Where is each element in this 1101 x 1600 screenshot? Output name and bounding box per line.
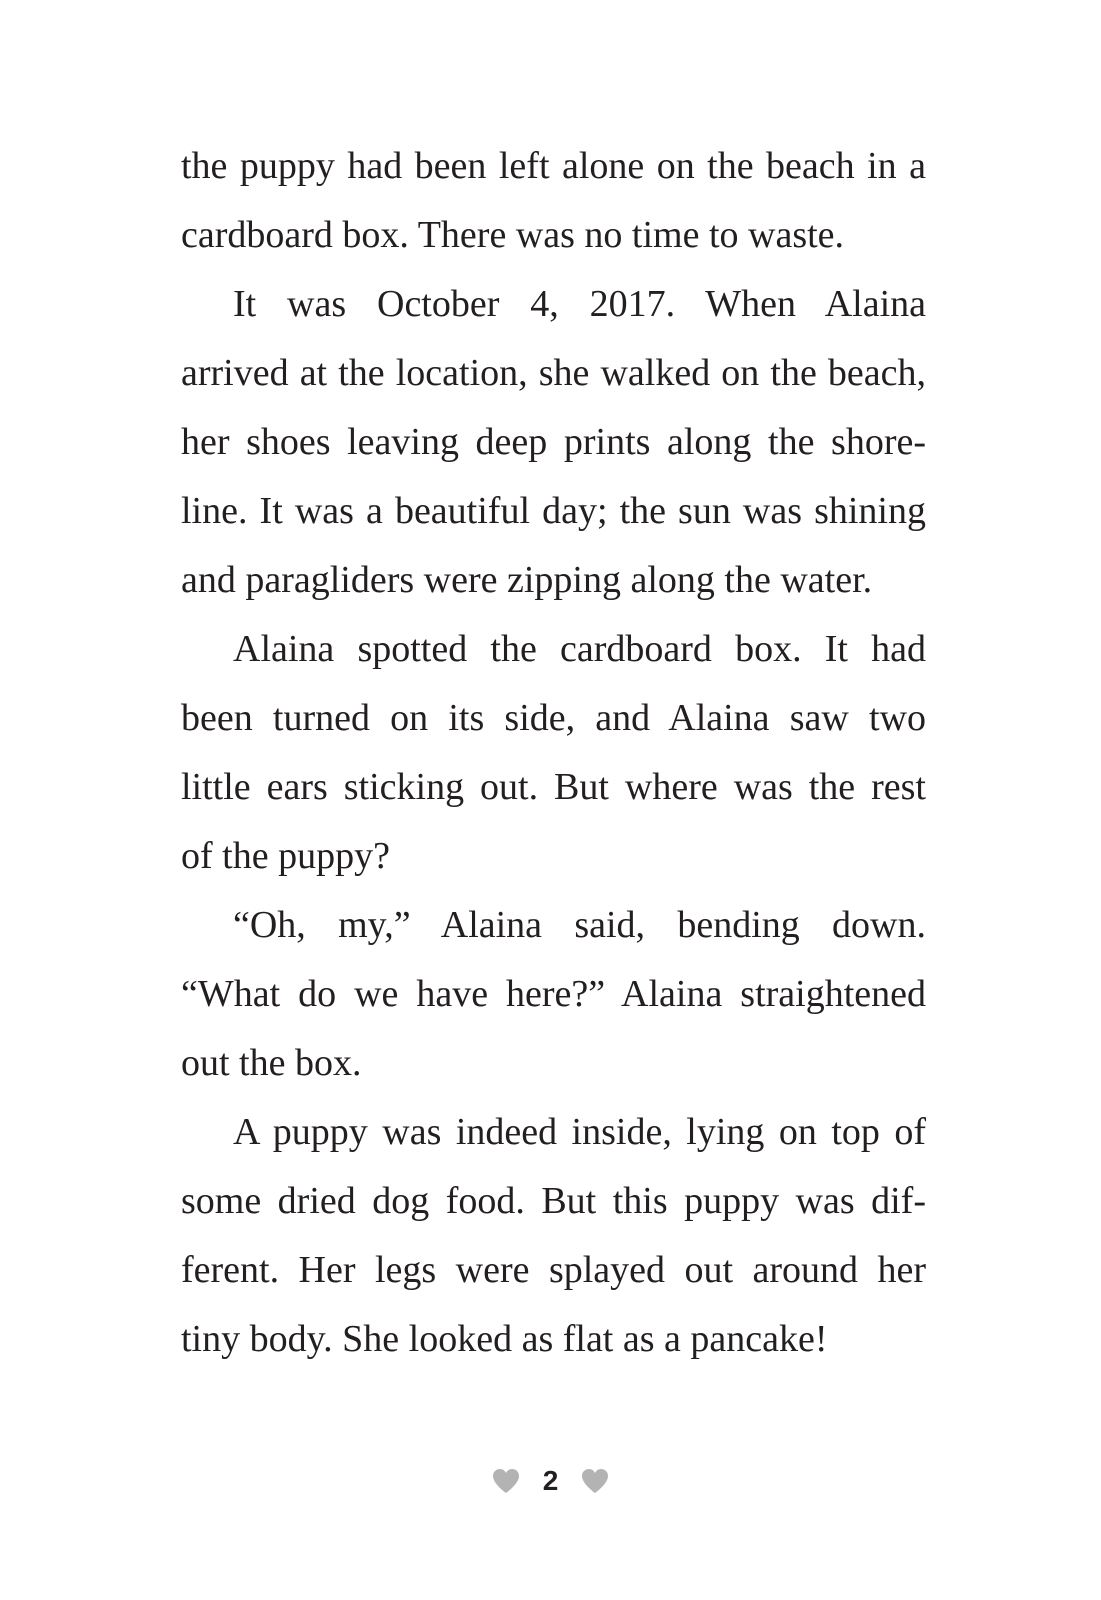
- heart-icon: [491, 1467, 521, 1495]
- text-line: little ears sticking out. But where was the rest: [181, 766, 926, 808]
- text-line: cardboard box. There was no time to waste.: [181, 214, 845, 256]
- page-body-text: [181, 132, 926, 1374]
- text-line: arrived at the location, she walked on the beach,: [181, 352, 926, 394]
- text-line: tiny body. She looked as flat as a pancake!: [181, 1318, 828, 1360]
- text-line: and paragliders were zipping along the water.: [181, 559, 873, 601]
- text-line: ferent. Her legs were splayed out around her: [181, 1249, 926, 1291]
- text-line: “Oh, my,” Alaina said, bending down.: [233, 904, 926, 946]
- text-line: the puppy had been left alone on the beach in a: [181, 145, 926, 187]
- heart-icon: [580, 1467, 610, 1495]
- text-line: some dried dog food. But this puppy was dif-: [181, 1180, 926, 1222]
- text-line: of the puppy?: [181, 835, 390, 877]
- page-footer: [0, 1456, 1101, 1506]
- text-line: It was October 4, 2017. When Alaina: [233, 283, 926, 325]
- text-line: out the box.: [181, 1042, 362, 1084]
- text-line: “What do we have here?” Alaina straightened: [181, 973, 926, 1015]
- text-line: A puppy was indeed inside, lying on top of: [233, 1111, 926, 1153]
- text-line: been turned on its side, and Alaina saw two: [181, 697, 926, 739]
- page-number: 2: [542, 1465, 559, 1496]
- text-line: line. It was a beautiful day; the sun was shining: [181, 490, 926, 532]
- text-line: Alaina spotted the cardboard box. It had: [233, 628, 926, 670]
- text-line: her shoes leaving deep prints along the shore-: [181, 421, 926, 463]
